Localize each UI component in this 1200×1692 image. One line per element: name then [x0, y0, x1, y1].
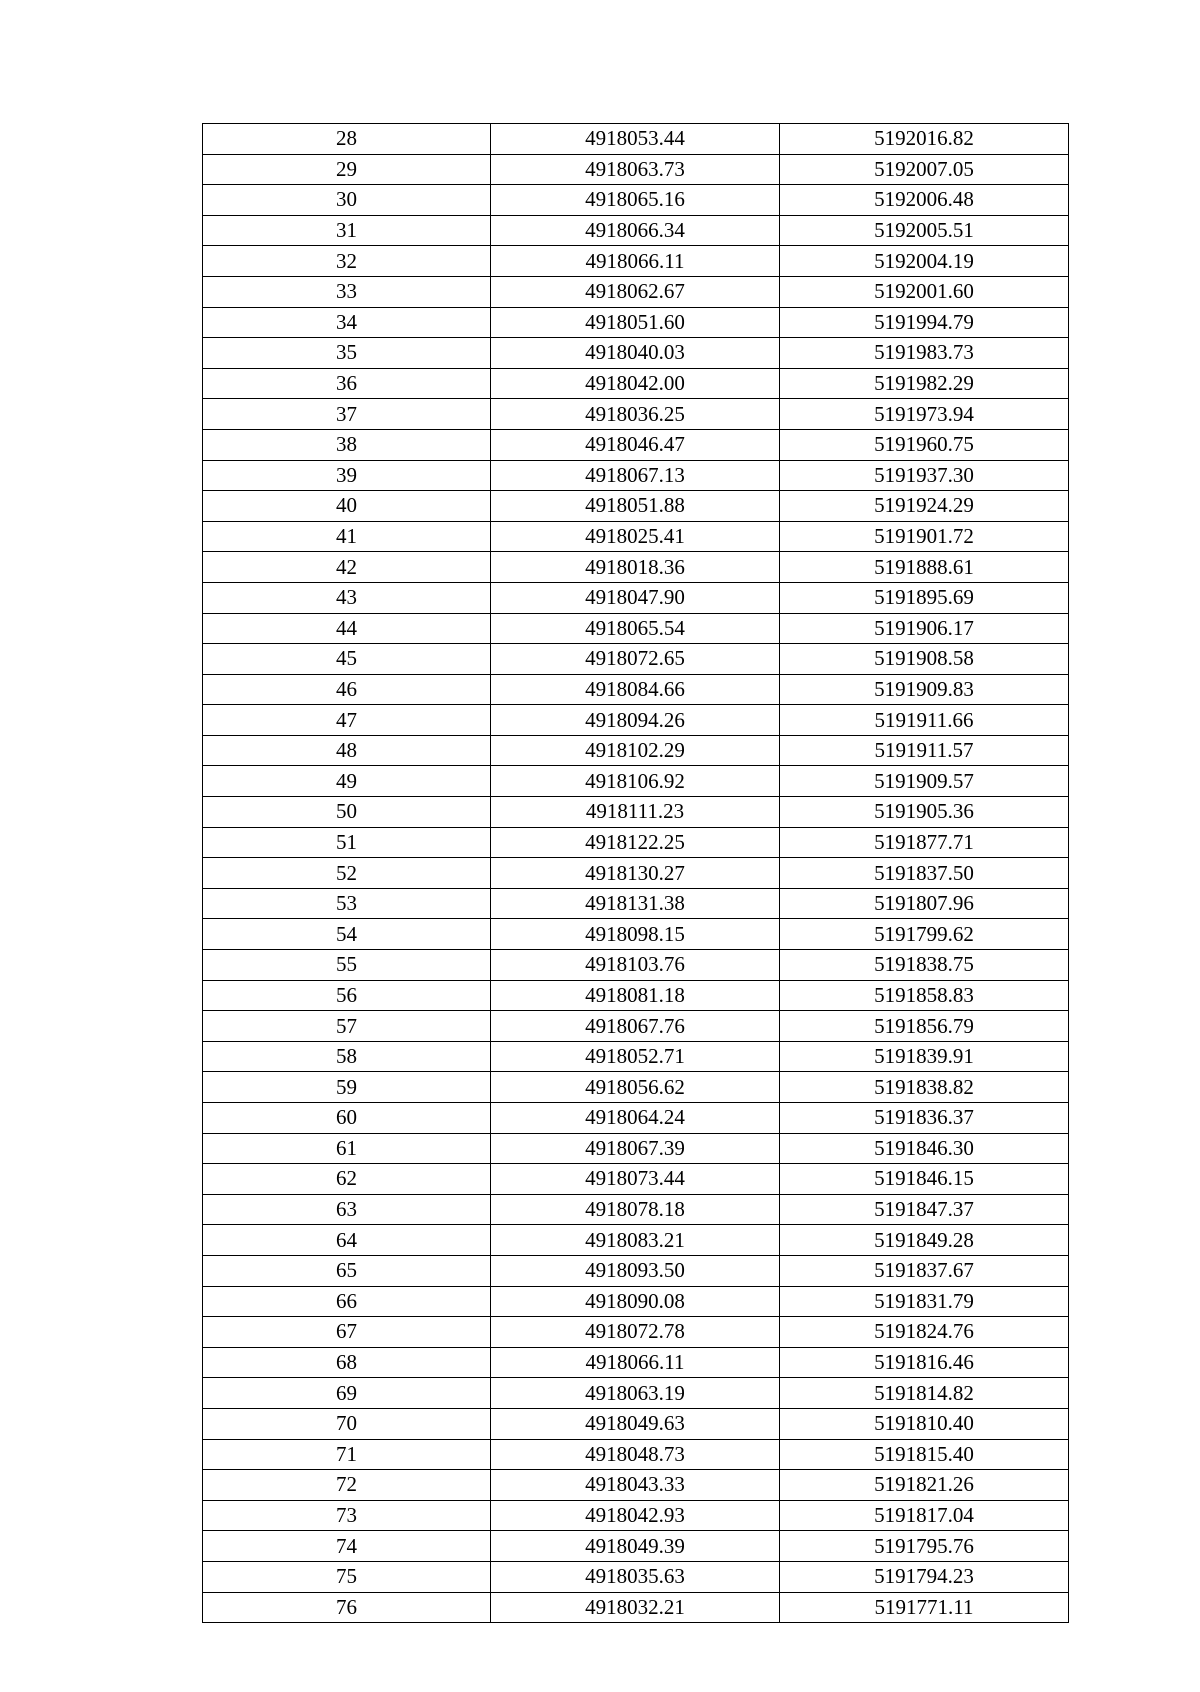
coordinate-table — [202, 123, 1069, 1623]
point-number-cell: 54 — [203, 919, 491, 950]
table-row — [203, 613, 1069, 644]
x-coordinate-cell: 4918103.76 — [491, 950, 780, 981]
x-coordinate-cell: 4918052.71 — [491, 1041, 780, 1072]
y-coordinate-cell: 5191856.79 — [780, 1011, 1069, 1042]
y-coordinate-cell: 5191821.26 — [780, 1470, 1069, 1501]
table-row — [203, 950, 1069, 981]
y-coordinate-cell: 5192004.19 — [780, 246, 1069, 277]
x-coordinate-cell: 4918084.66 — [491, 674, 780, 705]
x-coordinate-cell: 4918067.13 — [491, 460, 780, 491]
y-coordinate-cell: 5191795.76 — [780, 1531, 1069, 1562]
point-number-cell: 46 — [203, 674, 491, 705]
y-coordinate-cell: 5191895.69 — [780, 582, 1069, 613]
table-row — [203, 1408, 1069, 1439]
x-coordinate-cell: 4918042.93 — [491, 1500, 780, 1531]
y-coordinate-cell: 5192005.51 — [780, 215, 1069, 246]
x-coordinate-cell: 4918048.73 — [491, 1439, 780, 1470]
x-coordinate-cell: 4918049.39 — [491, 1531, 780, 1562]
table-row — [203, 766, 1069, 797]
x-coordinate-cell: 4918025.41 — [491, 521, 780, 552]
table-row — [203, 858, 1069, 889]
table-row — [203, 1225, 1069, 1256]
y-coordinate-cell: 5191924.29 — [780, 491, 1069, 522]
y-coordinate-cell: 5191837.67 — [780, 1255, 1069, 1286]
table-row — [203, 1194, 1069, 1225]
point-number-cell: 74 — [203, 1531, 491, 1562]
point-number-cell: 69 — [203, 1378, 491, 1409]
x-coordinate-cell: 4918072.78 — [491, 1317, 780, 1348]
y-coordinate-cell: 5191960.75 — [780, 429, 1069, 460]
point-number-cell: 38 — [203, 429, 491, 460]
point-number-cell: 47 — [203, 705, 491, 736]
x-coordinate-cell: 4918040.03 — [491, 338, 780, 369]
y-coordinate-cell: 5191817.04 — [780, 1500, 1069, 1531]
table-row — [203, 1103, 1069, 1134]
point-number-cell: 68 — [203, 1347, 491, 1378]
y-coordinate-cell: 5191807.96 — [780, 888, 1069, 919]
table-row — [203, 980, 1069, 1011]
y-coordinate-cell: 5192001.60 — [780, 276, 1069, 307]
x-coordinate-cell: 4918047.90 — [491, 582, 780, 613]
x-coordinate-cell: 4918063.19 — [491, 1378, 780, 1409]
table-row — [203, 1072, 1069, 1103]
point-number-cell: 39 — [203, 460, 491, 491]
y-coordinate-cell: 5191846.30 — [780, 1133, 1069, 1164]
point-number-cell: 44 — [203, 613, 491, 644]
y-coordinate-cell: 5191937.30 — [780, 460, 1069, 491]
point-number-cell: 45 — [203, 644, 491, 675]
y-coordinate-cell: 5191847.37 — [780, 1194, 1069, 1225]
table-row — [203, 521, 1069, 552]
x-coordinate-cell: 4918106.92 — [491, 766, 780, 797]
point-number-cell: 63 — [203, 1194, 491, 1225]
y-coordinate-cell: 5191837.50 — [780, 858, 1069, 889]
table-row — [203, 246, 1069, 277]
x-coordinate-cell: 4918102.29 — [491, 735, 780, 766]
point-number-cell: 48 — [203, 735, 491, 766]
table-row — [203, 491, 1069, 522]
table-row — [203, 215, 1069, 246]
table-row — [203, 368, 1069, 399]
point-number-cell: 40 — [203, 491, 491, 522]
point-number-cell: 67 — [203, 1317, 491, 1348]
table-row — [203, 124, 1069, 155]
x-coordinate-cell: 4918131.38 — [491, 888, 780, 919]
y-coordinate-cell: 5191831.79 — [780, 1286, 1069, 1317]
x-coordinate-cell: 4918063.73 — [491, 154, 780, 185]
y-coordinate-cell: 5191906.17 — [780, 613, 1069, 644]
point-number-cell: 72 — [203, 1470, 491, 1501]
point-number-cell: 56 — [203, 980, 491, 1011]
table-row — [203, 644, 1069, 675]
coordinate-table-body — [203, 124, 1069, 1623]
x-coordinate-cell: 4918090.08 — [491, 1286, 780, 1317]
table-row — [203, 1164, 1069, 1195]
point-number-cell: 71 — [203, 1439, 491, 1470]
y-coordinate-cell: 5191911.66 — [780, 705, 1069, 736]
y-coordinate-cell: 5191888.61 — [780, 552, 1069, 583]
table-row — [203, 919, 1069, 950]
point-number-cell: 29 — [203, 154, 491, 185]
y-coordinate-cell: 5191908.58 — [780, 644, 1069, 675]
y-coordinate-cell: 5192016.82 — [780, 124, 1069, 155]
y-coordinate-cell: 5191994.79 — [780, 307, 1069, 338]
point-number-cell: 60 — [203, 1103, 491, 1134]
table-row — [203, 276, 1069, 307]
x-coordinate-cell: 4918072.65 — [491, 644, 780, 675]
x-coordinate-cell: 4918051.88 — [491, 491, 780, 522]
point-number-cell: 35 — [203, 338, 491, 369]
table-row — [203, 1592, 1069, 1623]
y-coordinate-cell: 5191901.72 — [780, 521, 1069, 552]
point-number-cell: 53 — [203, 888, 491, 919]
table-row — [203, 552, 1069, 583]
y-coordinate-cell: 5191771.11 — [780, 1592, 1069, 1623]
x-coordinate-cell: 4918093.50 — [491, 1255, 780, 1286]
x-coordinate-cell: 4918049.63 — [491, 1408, 780, 1439]
point-number-cell: 64 — [203, 1225, 491, 1256]
table-row — [203, 1470, 1069, 1501]
point-number-cell: 52 — [203, 858, 491, 889]
x-coordinate-cell: 4918053.44 — [491, 124, 780, 155]
x-coordinate-cell: 4918122.25 — [491, 827, 780, 858]
point-number-cell: 59 — [203, 1072, 491, 1103]
table-row — [203, 1347, 1069, 1378]
x-coordinate-cell: 4918081.18 — [491, 980, 780, 1011]
table-row — [203, 399, 1069, 430]
x-coordinate-cell: 4918065.16 — [491, 185, 780, 216]
x-coordinate-cell: 4918064.24 — [491, 1103, 780, 1134]
table-row — [203, 1011, 1069, 1042]
x-coordinate-cell: 4918066.11 — [491, 1347, 780, 1378]
point-number-cell: 66 — [203, 1286, 491, 1317]
table-row — [203, 1317, 1069, 1348]
y-coordinate-cell: 5191973.94 — [780, 399, 1069, 430]
x-coordinate-cell: 4918094.26 — [491, 705, 780, 736]
point-number-cell: 28 — [203, 124, 491, 155]
x-coordinate-cell: 4918018.36 — [491, 552, 780, 583]
y-coordinate-cell: 5191911.57 — [780, 735, 1069, 766]
table-row — [203, 1255, 1069, 1286]
y-coordinate-cell: 5191839.91 — [780, 1041, 1069, 1072]
table-row — [203, 1378, 1069, 1409]
point-number-cell: 43 — [203, 582, 491, 613]
y-coordinate-cell: 5191794.23 — [780, 1561, 1069, 1592]
table-row — [203, 1439, 1069, 1470]
x-coordinate-cell: 4918083.21 — [491, 1225, 780, 1256]
point-number-cell: 42 — [203, 552, 491, 583]
table-row — [203, 154, 1069, 185]
point-number-cell: 50 — [203, 797, 491, 828]
y-coordinate-cell: 5191877.71 — [780, 827, 1069, 858]
table-row — [203, 338, 1069, 369]
x-coordinate-cell: 4918036.25 — [491, 399, 780, 430]
x-coordinate-cell: 4918062.67 — [491, 276, 780, 307]
table-row — [203, 674, 1069, 705]
point-number-cell: 70 — [203, 1408, 491, 1439]
table-row — [203, 1561, 1069, 1592]
x-coordinate-cell: 4918067.76 — [491, 1011, 780, 1042]
y-coordinate-cell: 5191909.83 — [780, 674, 1069, 705]
y-coordinate-cell: 5191838.75 — [780, 950, 1069, 981]
point-number-cell: 41 — [203, 521, 491, 552]
x-coordinate-cell: 4918078.18 — [491, 1194, 780, 1225]
table-row — [203, 705, 1069, 736]
y-coordinate-cell: 5191824.76 — [780, 1317, 1069, 1348]
point-number-cell: 65 — [203, 1255, 491, 1286]
point-number-cell: 57 — [203, 1011, 491, 1042]
point-number-cell: 33 — [203, 276, 491, 307]
x-coordinate-cell: 4918098.15 — [491, 919, 780, 950]
x-coordinate-cell: 4918066.11 — [491, 246, 780, 277]
x-coordinate-cell: 4918056.62 — [491, 1072, 780, 1103]
x-coordinate-cell: 4918073.44 — [491, 1164, 780, 1195]
point-number-cell: 30 — [203, 185, 491, 216]
point-number-cell: 55 — [203, 950, 491, 981]
x-coordinate-cell: 4918111.23 — [491, 797, 780, 828]
x-coordinate-cell: 4918046.47 — [491, 429, 780, 460]
y-coordinate-cell: 5191814.82 — [780, 1378, 1069, 1409]
table-row — [203, 1531, 1069, 1562]
y-coordinate-cell: 5191816.46 — [780, 1347, 1069, 1378]
table-row — [203, 460, 1069, 491]
x-coordinate-cell: 4918043.33 — [491, 1470, 780, 1501]
x-coordinate-cell: 4918051.60 — [491, 307, 780, 338]
y-coordinate-cell: 5191815.40 — [780, 1439, 1069, 1470]
point-number-cell: 61 — [203, 1133, 491, 1164]
y-coordinate-cell: 5191838.82 — [780, 1072, 1069, 1103]
table-row — [203, 1286, 1069, 1317]
x-coordinate-cell: 4918065.54 — [491, 613, 780, 644]
y-coordinate-cell: 5191983.73 — [780, 338, 1069, 369]
y-coordinate-cell: 5191982.29 — [780, 368, 1069, 399]
table-row — [203, 1500, 1069, 1531]
x-coordinate-cell: 4918042.00 — [491, 368, 780, 399]
y-coordinate-cell: 5191909.57 — [780, 766, 1069, 797]
y-coordinate-cell: 5191846.15 — [780, 1164, 1069, 1195]
point-number-cell: 34 — [203, 307, 491, 338]
point-number-cell: 37 — [203, 399, 491, 430]
y-coordinate-cell: 5192007.05 — [780, 154, 1069, 185]
point-number-cell: 62 — [203, 1164, 491, 1195]
y-coordinate-cell: 5191905.36 — [780, 797, 1069, 828]
table-row — [203, 185, 1069, 216]
point-number-cell: 36 — [203, 368, 491, 399]
x-coordinate-cell: 4918066.34 — [491, 215, 780, 246]
table-row — [203, 582, 1069, 613]
table-row — [203, 888, 1069, 919]
point-number-cell: 49 — [203, 766, 491, 797]
table-row — [203, 797, 1069, 828]
point-number-cell: 31 — [203, 215, 491, 246]
y-coordinate-cell: 5191858.83 — [780, 980, 1069, 1011]
y-coordinate-cell: 5191810.40 — [780, 1408, 1069, 1439]
x-coordinate-cell: 4918067.39 — [491, 1133, 780, 1164]
table-row — [203, 1133, 1069, 1164]
y-coordinate-cell: 5191836.37 — [780, 1103, 1069, 1134]
x-coordinate-cell: 4918130.27 — [491, 858, 780, 889]
point-number-cell: 58 — [203, 1041, 491, 1072]
point-number-cell: 73 — [203, 1500, 491, 1531]
point-number-cell: 51 — [203, 827, 491, 858]
x-coordinate-cell: 4918035.63 — [491, 1561, 780, 1592]
table-row — [203, 735, 1069, 766]
y-coordinate-cell: 5191799.62 — [780, 919, 1069, 950]
y-coordinate-cell: 5192006.48 — [780, 185, 1069, 216]
table-row — [203, 429, 1069, 460]
table-row — [203, 1041, 1069, 1072]
table-row — [203, 307, 1069, 338]
point-number-cell: 76 — [203, 1592, 491, 1623]
x-coordinate-cell: 4918032.21 — [491, 1592, 780, 1623]
point-number-cell: 75 — [203, 1561, 491, 1592]
table-row — [203, 827, 1069, 858]
point-number-cell: 32 — [203, 246, 491, 277]
y-coordinate-cell: 5191849.28 — [780, 1225, 1069, 1256]
